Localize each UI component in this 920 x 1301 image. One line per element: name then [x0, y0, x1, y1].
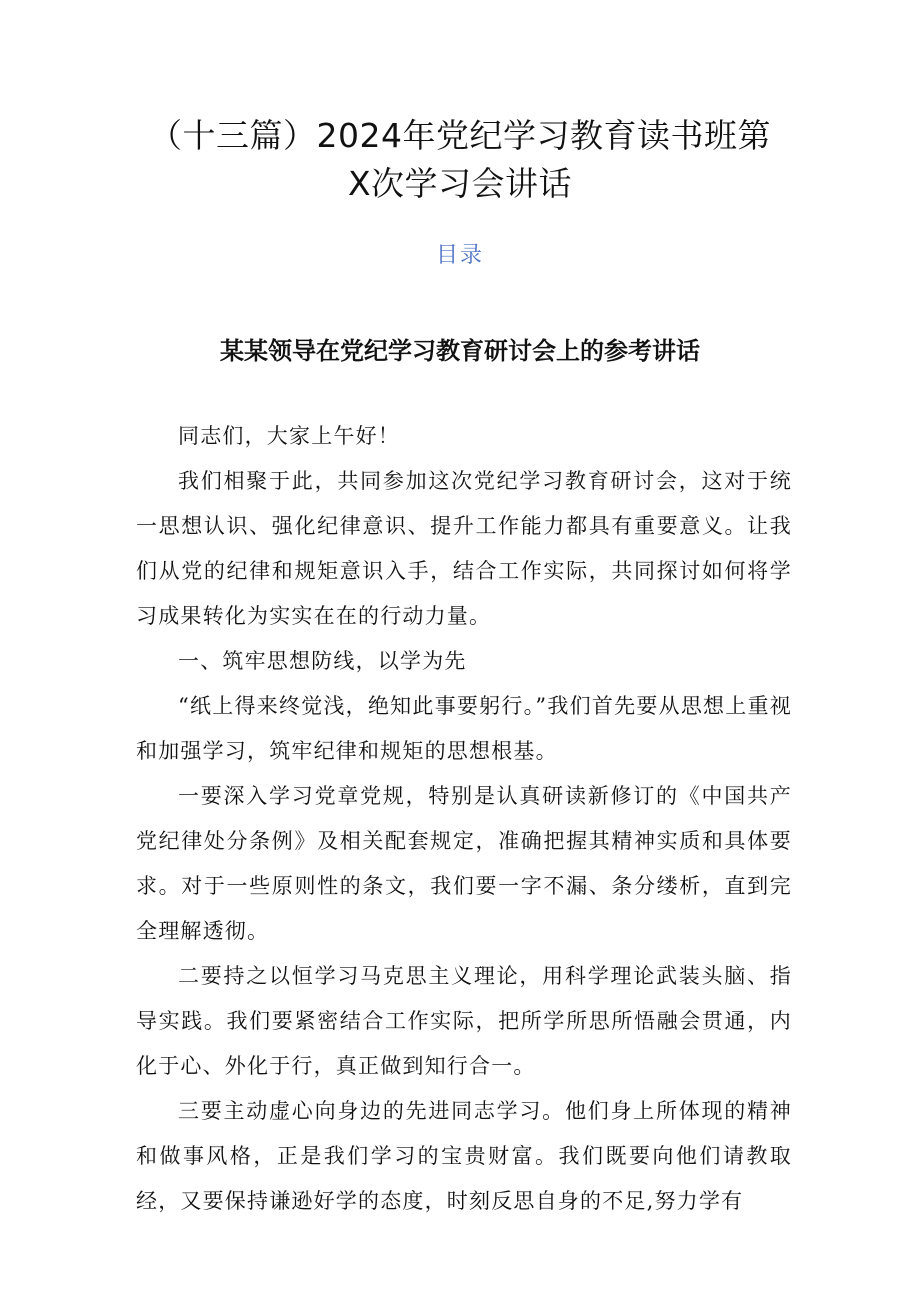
document-body [136, 414, 792, 1224]
paragraph-point-2: 二要持之以恒学习马克思主义理论，用科学理论武装头脑、指导实践。我们要紧密结合工作实际，把所学所思所悟融会贯通，内化于心、外化于行，真正做到知行合一。 [136, 964, 792, 1078]
document-title [120, 112, 800, 208]
paragraph-heading-1: 一、筑牢思想防线，以学为先 [178, 649, 467, 673]
paragraph-point-3: 三要主动虚心向身边的先进同志学习。他们身上所体现的精神和做事风格，正是我们学习的宝贵财富。我们既要向他们请教取经，又要保持谦逊好学的态度，时刻反思自身的不足,努力学有 [136, 1099, 792, 1213]
section-title: 某某领导在党纪学习教育研讨会上的参考讲话 [220, 337, 700, 365]
paragraph-intro: 我们相聚于此，共同参加这次党纪学习教育研讨会，这对于统一思想认识、强化纪律意识、提升工作能力都具有重要意义。让我们从党的纪律和规矩意识入手，结合工作实际，共同探讨如何将学习成果转化为实实在在的行动力量。 [136, 469, 792, 628]
paragraph-greeting: 同志们，大家上午好！ [178, 424, 400, 448]
document-title-line-1: （十三篇）2024年党纪学习教育读书班第 [149, 116, 771, 155]
paragraph-point-1: 一要深入学习党章党规，特别是认真研读新修订的《中国共产党纪律处分条例》及相关配套规定，准确把握其精神实质和具体要求。对于一些原则性的条文，我们要一字不漏、条分缕析，直到完全理解透彻。 [136, 784, 792, 943]
table-of-contents-link[interactable]: 目录 [435, 243, 484, 268]
document-title-line-2: X次学习会讲话 [347, 164, 573, 203]
paragraph-quote: “纸上得来终觉浅，绝知此事要躬行。”我们首先要从思想上重视和加强学习，筑牢纪律和规矩的思想根基。 [136, 694, 792, 763]
